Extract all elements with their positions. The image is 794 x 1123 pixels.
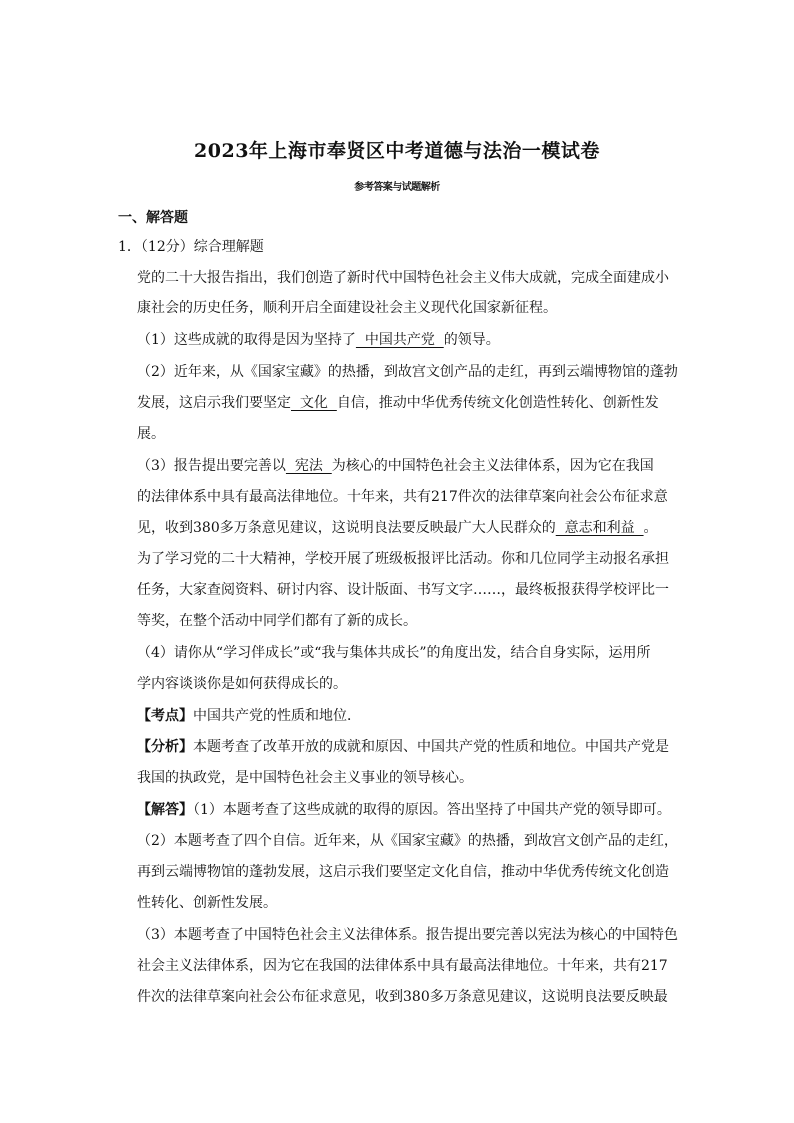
subquestion-1 — [137, 330, 500, 350]
jieda-line: 性转化、创新性发展。 — [137, 895, 277, 911]
q3-text-end: 。 — [643, 520, 658, 536]
fenxi-tag: 【分析】 — [137, 739, 193, 755]
subquestion-3-line: 的法律体系中具有最高法律地位。十年来，共有217件次的法律草案向社会公布征求意 — [137, 489, 668, 505]
fenxi-text: 本题考查了改革开放的成就和原因、中国共产党的性质和地位。中国共产党是 — [193, 739, 669, 755]
q3-text: （3）报告提出要完善以 — [137, 458, 286, 474]
fenxi-line — [137, 737, 669, 757]
jieda-line: 再到云端博物馆的蓬勃发展，这启示我们要坚定文化自信，推动中华优秀传统文化创造 — [137, 864, 669, 880]
subquestion-3-line: 为了学习党的二十大精神，学校开展了班级板报评比活动。你和几位同学主动报名承担 — [137, 551, 669, 567]
jieda-line — [137, 800, 671, 820]
q1-answer: 中国共产党 — [355, 332, 444, 348]
q2-answer: 文化 — [291, 395, 337, 411]
question-text-line: 党的二十大报告指出，我们创造了新时代中国特色社会主义伟大成就，完成全面建成小 — [137, 270, 669, 286]
page-subtitle: 参考答案与试题解析 — [354, 182, 440, 193]
subquestion-4-line: （4）请你从“学习伴成长”或“我与集体共成长”的角度出发，结合自身实际，运用所 — [137, 645, 651, 661]
kaodian-line — [137, 706, 361, 726]
q3-text: 见，收到380多万条意见建议，这说明良法要反映最广大人民群众的 — [137, 520, 556, 536]
page-title: 2023年上海市奉贤区中考道德与法治一模试卷 — [194, 140, 600, 162]
subquestion-3-line: 等奖，在整个活动中同学们都有了新的成长。 — [137, 613, 417, 629]
jieda-tag: 【解答】 — [137, 802, 193, 818]
subquestion-3-line: 任务，大家查阅资料、研讨内容、设计版面、书写文字……，最终板报获得学校评比一 — [137, 582, 669, 598]
jieda-text: （1）本题考查了这些成就的取得的原因。答出坚持了中国共产党的领导即可。 — [193, 802, 671, 818]
jieda-line: 社会主义法律体系，因为它在我国的法律体系中具有最高法律地位。十年来，共有217 — [137, 958, 668, 974]
subquestion-3-line — [137, 518, 658, 538]
subquestion-3-line — [137, 456, 654, 476]
q2-text: 发展，这启示我们要坚定 — [137, 395, 291, 411]
kaodian-tag: 【考点】 — [137, 708, 193, 724]
q3-text-end: 为核心的中国特色社会主义法律体系，因为它在我国 — [331, 458, 654, 474]
q1-text: （1）这些成就的取得是因为坚持了 — [137, 332, 356, 348]
subquestion-2-line — [137, 393, 659, 413]
question-number: 1．（12分）综合理解题 — [118, 239, 264, 255]
subquestion-2-line: 展。 — [137, 426, 165, 442]
jieda-line: 件次的法律草案向社会公布征求意见，收到380多万条意见建议，这说明良法要反映最 — [137, 989, 668, 1005]
subquestion-4-line: 学内容谈谈你是如何获得成长的。 — [137, 676, 347, 692]
section-heading: 一、解答题 — [118, 210, 188, 226]
q3-answer: 宪法 — [285, 458, 332, 474]
jieda-line: （3）本题考查了中国特色社会主义法律体系。报告提出要完善以宪法为核心的中国特色 — [137, 927, 678, 943]
jieda-line: （2）本题考查了四个自信。近年来，从《国家宝藏》的热播，到故宫文创产品的走红， — [137, 833, 678, 849]
q1-text-end: 的领导。 — [443, 332, 500, 348]
subquestion-2-line: （2）近年来，从《国家宝藏》的热播，到故宫文创产品的走红，再到云端博物馆的蓬勃 — [137, 364, 678, 380]
question-text-line: 康社会的历史任务，顺利开启全面建设社会主义现代化国家新征程。 — [137, 300, 557, 316]
fenxi-line: 我国的执政党，是中国特色社会主义事业的领导核心。 — [137, 770, 473, 786]
kaodian-text: 中国共产党的性质和地位． — [193, 708, 361, 724]
q3-answer-2: 意志和利益 — [555, 520, 644, 536]
q2-text-end: 自信，推动中华优秀传统文化创造性转化、创新性发 — [336, 395, 659, 411]
